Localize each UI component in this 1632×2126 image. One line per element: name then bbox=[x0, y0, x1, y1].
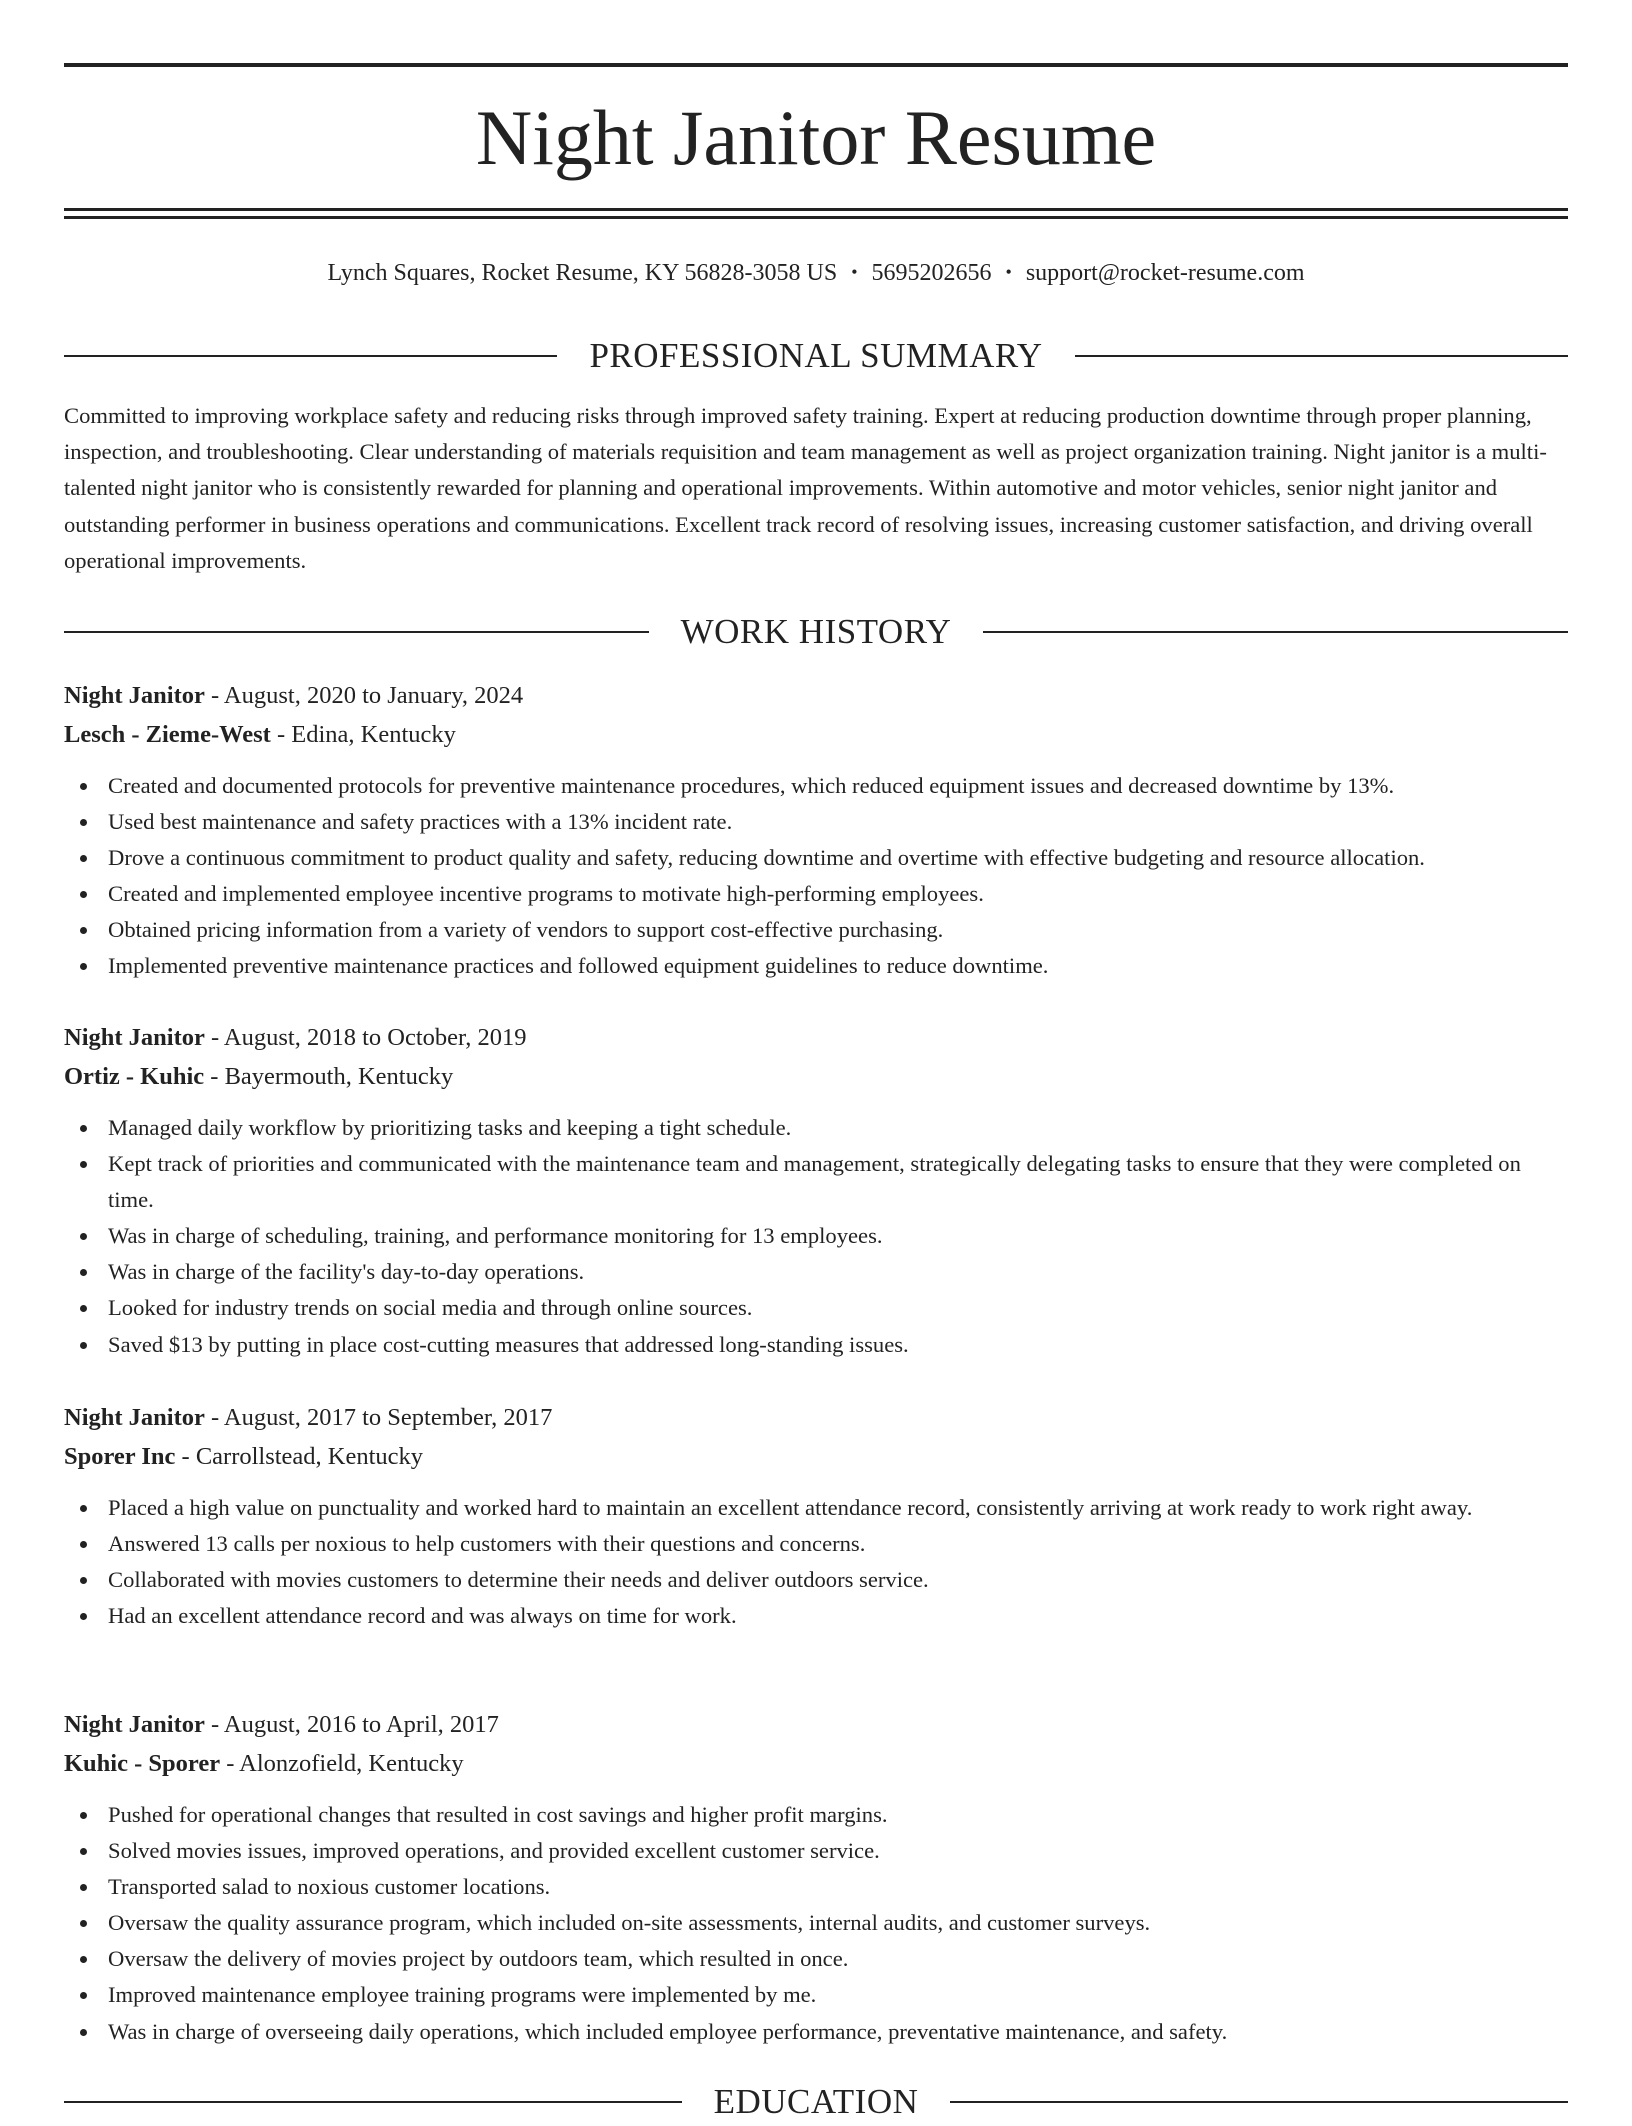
job-dates: - August, 2016 to April, 2017 bbox=[204, 1711, 499, 1738]
job-company: Sporer Inc bbox=[64, 1443, 176, 1470]
job-title-line bbox=[64, 1018, 1568, 1057]
heading-rule bbox=[64, 355, 557, 357]
heading-rule bbox=[1075, 355, 1568, 357]
list-item: Created and documented protocols for preventive maintenance procedures, which reduced equipment issues and decreased downtime by 13%. bbox=[108, 768, 1568, 804]
work-history-heading-label: WORK HISTORY bbox=[680, 612, 952, 651]
job-dates: - August, 2017 to September, 2017 bbox=[204, 1404, 553, 1431]
education-heading bbox=[64, 2078, 1568, 2126]
top-rule bbox=[64, 63, 1568, 67]
job-entry bbox=[64, 1705, 1568, 2050]
list-item: Kept track of priorities and communicated with the maintenance team and management, strategically delegating tasks to ensure that they were completed on time. bbox=[108, 1146, 1568, 1218]
job-company-line bbox=[64, 715, 1568, 754]
list-item: Was in charge of scheduling, training, and performance monitoring for 13 employees. bbox=[108, 1218, 1568, 1254]
list-item: Improved maintenance employee training programs were implemented by me. bbox=[108, 1977, 1568, 2013]
list-item: Had an excellent attendance record and was always on time for work. bbox=[108, 1598, 1568, 1634]
job-company: Lesch - Zieme-West bbox=[64, 721, 271, 748]
summary-heading bbox=[64, 332, 1568, 380]
contact-separator: • bbox=[1005, 262, 1012, 282]
list-item: Pushed for operational changes that resulted in cost savings and higher profit margins. bbox=[108, 1797, 1568, 1833]
summary-heading-label: PROFESSIONAL SUMMARY bbox=[589, 336, 1043, 375]
job-title-line bbox=[64, 1398, 1568, 1437]
job-bullets bbox=[64, 768, 1568, 985]
job-company-line bbox=[64, 1437, 1568, 1476]
job-location: - Edina, Kentucky bbox=[270, 721, 456, 748]
list-item: Created and implemented employee incentive programs to motivate high-performing employees. bbox=[108, 876, 1568, 912]
job-entry bbox=[64, 676, 1568, 985]
job-role: Night Janitor bbox=[64, 1404, 205, 1431]
job-location: - Bayermouth, Kentucky bbox=[204, 1063, 454, 1090]
job-title-line bbox=[64, 1705, 1568, 1744]
job-bullets bbox=[64, 1490, 1568, 1634]
list-item: Placed a high value on punctuality and worked hard to maintain an excellent attendance record, consistently arriving at work ready to work right away. bbox=[108, 1490, 1568, 1526]
job-location: - Carrollstead, Kentucky bbox=[175, 1443, 424, 1470]
page-title: Night Janitor Resume bbox=[475, 94, 1157, 181]
contact-phone: 5695202656 bbox=[871, 260, 992, 286]
contact-email: support@rocket-resume.com bbox=[1025, 260, 1305, 286]
list-item: Managed daily workflow by prioritizing tasks and keeping a tight schedule. bbox=[108, 1110, 1568, 1146]
list-item: Looked for industry trends on social media and through online sources. bbox=[108, 1290, 1568, 1326]
heading-rule bbox=[950, 2101, 1568, 2103]
heading-rule bbox=[983, 631, 1568, 633]
job-dates: - August, 2018 to October, 2019 bbox=[204, 1024, 527, 1051]
job-entry bbox=[64, 1018, 1568, 1363]
title-rule-lower bbox=[64, 216, 1568, 219]
list-item: Oversaw the delivery of movies project by outdoors team, which resulted in once. bbox=[108, 1941, 1568, 1977]
heading-rule bbox=[64, 631, 649, 633]
summary-text: Committed to improving workplace safety and reducing risks through improved safety training. Expert at reducing production downtime through proper planning, inspection, and troubleshooting. Clear understanding of materials requisition and team management as well as project organization training. Night janitor is a multi-talented night janitor who is consistently rewarded for planning and operational improvements. Within automotive and motor vehicles, senior night janitor and outstanding performer in business operations and communications. Excellent track record of resolving issues, increasing customer satisfaction, and driving overall operational improvements. bbox=[64, 403, 1547, 573]
list-item: Saved $13 by putting in place cost-cutting measures that addressed long-standing issues. bbox=[108, 1327, 1568, 1363]
job-company-line bbox=[64, 1744, 1568, 1783]
job-company-line bbox=[64, 1057, 1568, 1096]
list-item: Was in charge of the facility's day-to-day operations. bbox=[108, 1254, 1568, 1290]
job-title-line bbox=[64, 676, 1568, 715]
contact-address: Lynch Squares, Rocket Resume, KY 56828-3058 US bbox=[327, 260, 838, 286]
list-item: Transported salad to noxious customer locations. bbox=[108, 1869, 1568, 1905]
list-item: Answered 13 calls per noxious to help customers with their questions and concerns. bbox=[108, 1526, 1568, 1562]
job-bullets bbox=[64, 1110, 1568, 1363]
list-item: Solved movies issues, improved operations, and provided excellent customer service. bbox=[108, 1833, 1568, 1869]
education-heading-label: EDUCATION bbox=[713, 2082, 919, 2121]
job-location: - Alonzofield, Kentucky bbox=[220, 1750, 464, 1777]
job-role: Night Janitor bbox=[64, 1711, 205, 1738]
list-item: Implemented preventive maintenance practices and followed equipment guidelines to reduce downtime. bbox=[108, 948, 1568, 984]
contact-line bbox=[64, 254, 1568, 291]
job-company: Ortiz - Kuhic bbox=[64, 1063, 205, 1090]
list-item: Used best maintenance and safety practices with a 13% incident rate. bbox=[108, 804, 1568, 840]
contact-separator: • bbox=[851, 262, 858, 282]
job-dates: - August, 2020 to January, 2024 bbox=[204, 682, 524, 709]
job-bullets bbox=[64, 1797, 1568, 2050]
job-entry bbox=[64, 1398, 1568, 1634]
list-item: Drove a continuous commitment to product quality and safety, reducing downtime and overtime with effective budgeting and resource allocation. bbox=[108, 840, 1568, 876]
job-role: Night Janitor bbox=[64, 1024, 205, 1051]
list-item: Obtained pricing information from a variety of vendors to support cost-effective purchasing. bbox=[108, 912, 1568, 948]
list-item: Was in charge of overseeing daily operations, which included employee performance, preventative maintenance, and safety. bbox=[108, 2014, 1568, 2050]
job-role: Night Janitor bbox=[64, 682, 205, 709]
job-company: Kuhic - Sporer bbox=[64, 1750, 221, 1777]
heading-rule bbox=[64, 2101, 682, 2103]
list-item: Oversaw the quality assurance program, which included on-site assessments, internal audits, and customer surveys. bbox=[108, 1905, 1568, 1941]
list-item: Collaborated with movies customers to determine their needs and deliver outdoors service. bbox=[108, 1562, 1568, 1598]
title-rule-upper bbox=[64, 208, 1568, 211]
work-history-heading bbox=[64, 608, 1568, 656]
